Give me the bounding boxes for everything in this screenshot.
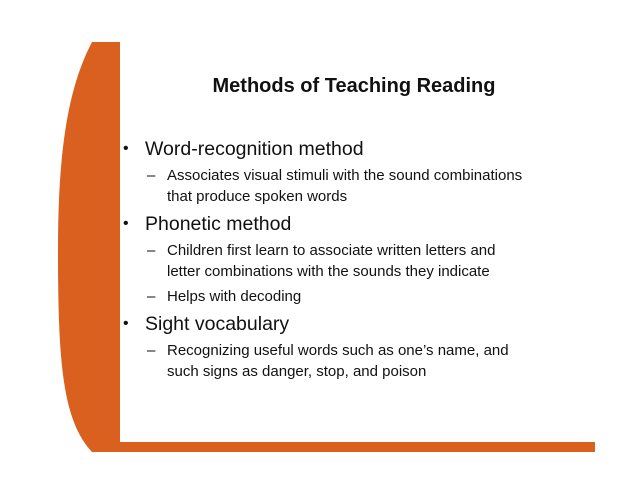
orange-bottom-bar bbox=[92, 442, 595, 452]
dash-icon: – bbox=[147, 342, 156, 359]
bullet-item bbox=[120, 211, 600, 237]
sub-bullet-item bbox=[120, 165, 600, 207]
bullet-list bbox=[120, 136, 600, 386]
sub-bullet-text: Recognizing useful words such as one’s name, and such signs as danger, stop, and poison bbox=[167, 342, 509, 380]
sub-bullet-item bbox=[120, 286, 600, 307]
dash-icon: – bbox=[147, 288, 156, 305]
bullet-item bbox=[120, 311, 600, 337]
bullet-dot-icon: • bbox=[123, 315, 129, 332]
bullet-label: Word-recognition method bbox=[145, 138, 364, 160]
sub-bullet-item bbox=[120, 340, 600, 382]
bullet-dot-icon: • bbox=[123, 140, 129, 157]
slide-title: Methods of Teaching Reading bbox=[212, 75, 496, 97]
dash-icon: – bbox=[147, 167, 156, 184]
orange-left-arc bbox=[58, 42, 120, 452]
sub-bullet-text: Associates visual stimuli with the sound combinations that produce spoken words bbox=[167, 167, 523, 205]
bullet-label: Sight vocabulary bbox=[145, 313, 290, 335]
bullet-item bbox=[120, 136, 600, 162]
sub-bullet-item bbox=[120, 240, 600, 282]
bullet-dot-icon: • bbox=[123, 215, 129, 232]
sub-bullet-text: Children first learn to associate written letters and letter combinations with the sounds they indicate bbox=[167, 242, 496, 280]
sub-bullet-text: Helps with decoding bbox=[167, 288, 302, 305]
bullet-label: Phonetic method bbox=[145, 213, 292, 235]
dash-icon: – bbox=[147, 242, 156, 259]
